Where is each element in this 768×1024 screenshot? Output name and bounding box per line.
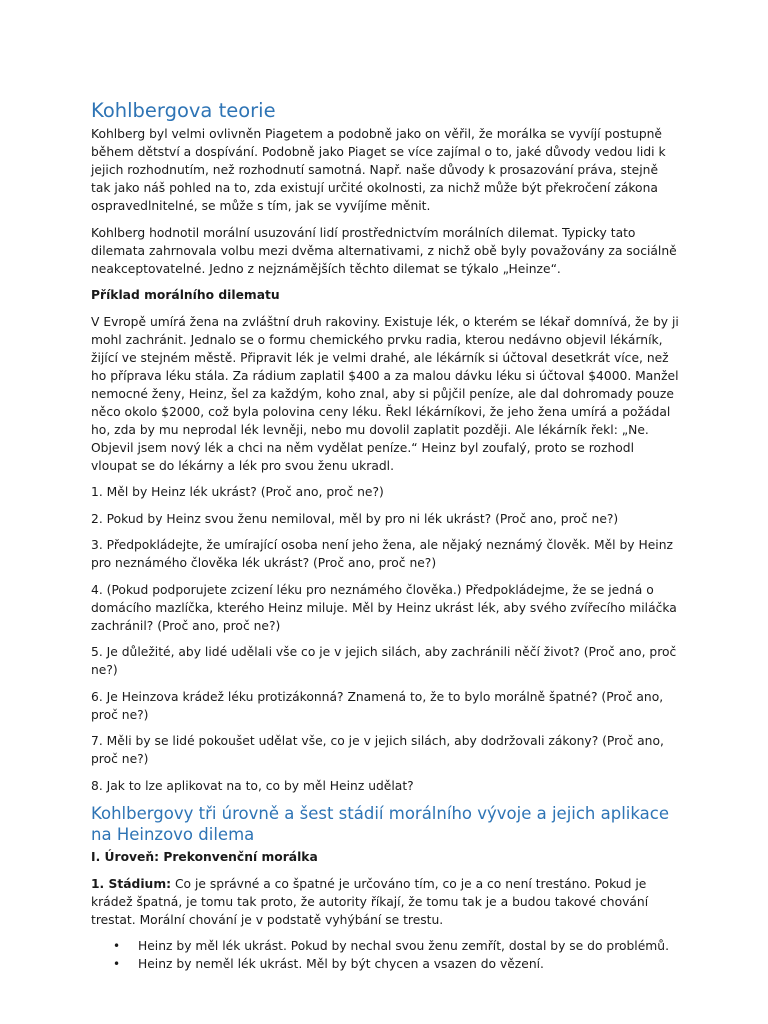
intro-paragraph: Kohlberg byl velmi ovlivněn Piagetem a podobně jako on věřil, že morálka se vyvíjí postupně během dětství a dospívání. Podobně jako Piaget se více zajímal o to, jaké důvody vedou lidi k jejich rozhodnutím, než rozhodnutí samotná. Např. naše důvody k prosazování práva, stejně tak jako náš pohled na to, zda existují určité okolnosti, za nichž může být překročení zákona ospravedlnitelné, se může s tím, jak se vyvíjíme měnit. bbox=[91, 127, 666, 213]
intro-paragraph: Kohlberg hodnotil morální usuzování lidí prostřednictvím morálních dilemat. Typicky tato dilemata zahrnovala volbu mezi dvěma alternativami, z nichž obě byly považovány za sociálně neakceptovatelné. Jedno z nejznámějších těchto dilemat se týkalo „Heinze“. bbox=[91, 225, 677, 276]
question-item: 4. (Pokud podporujete zcizení léku pro neznámého člověka.) Předpokládejme, že se jedná o domácího mazlíčka, kterého Heinz miluje. Měl by Heinz ukrást lék, aby svého zvířecího miláčka zachránil? (Proč ano, proč ne?) bbox=[91, 582, 677, 633]
dilemma-story: V Evropě umírá žena na zvláštní druh rakoviny. Existuje lék, o kterém se lékař domnívá, že by ji mohl zachránit. Jednalo se o formu chemického prvku radia, kterou nedávno objevil lékárník, žijící ve stejném městě. Připravit lék je velmi drahé, ale lékárník si účtoval desetkrát více, než ho příprava léku stála. Za rádium zaplatil $400 a za malou dávku léku si účtoval $4000. Manžel nemocné ženy, Heinz, šel za každým, koho znal, aby si půjčil peníze, ale dal dohromady pouze něco okolo $2000, což byla polovina ceny léku. Řekl lékárníkovi, že jeho žena umírá a požádal ho, zda by mu neprodal lék levněji, nebo mu dovolil zaplatit později. Ale lékárník řekl: „Ne. Objevil jsem nový lék a chci na něm vydělat peníze.“ Heinz byl zoufalý, proto se rozhodl vloupat se do lékárny a lék pro svou ženu ukradl. bbox=[91, 314, 679, 473]
bullet-list bbox=[91, 937, 681, 973]
stage-label: 1. Stádium: bbox=[91, 876, 172, 891]
section-heading: Kohlbergovy tři úrovně a šest stádií morálního vývoje a jejich aplikace na Heinzovo dilema bbox=[91, 804, 669, 844]
list-item-text: Heinz by neměl lék ukrást. Měl by být chycen a vsazen do vězení. bbox=[138, 957, 544, 971]
document-body bbox=[91, 98, 681, 973]
example-heading: Příklad morálního dilematu bbox=[91, 288, 280, 302]
document-title: Kohlbergova teorie bbox=[91, 99, 276, 122]
bullet-icon: • bbox=[113, 939, 121, 953]
list-item bbox=[91, 937, 681, 955]
question-item: 8. Jak to lze aplikovat na to, co by měl Heinz udělat? bbox=[91, 778, 414, 793]
stage-text: Co je správné a co špatné je určováno tím, co je a co není trestáno. Pokud je krádež špatná, je tomu tak proto, že autority říkají, že tomu tak je a budou takové chování trestat. Morální chování je v podstatě vyhýbání se trestu. bbox=[91, 876, 649, 927]
level-heading: I. Úroveň: Prekonvenční morálka bbox=[91, 850, 318, 864]
list-item bbox=[91, 955, 681, 973]
question-item: 7. Měli by se lidé pokoušet udělat vše, co je v jejich silách, aby dodržovali zákony? (Proč ano, proč ne?) bbox=[91, 734, 664, 766]
question-item: 6. Je Heinzova krádež léku protizákonná? Znamená to, že to bylo morálně špatné? (Proč ano, proč ne?) bbox=[91, 689, 664, 722]
bullet-icon: • bbox=[113, 957, 121, 971]
stage-paragraph bbox=[91, 875, 681, 929]
question-item: 5. Je důležité, aby lidé udělali vše co je v jejich silách, aby zachránili něčí život? (Proč ano, proč ne?) bbox=[91, 645, 677, 677]
question-item: 3. Předpokládejte, že umírající osoba není jeho žena, ale nějaký neznámý člověk. Měl by Heinz pro neznámého člověka lék ukrást? (Proč ano, proč ne?) bbox=[91, 538, 673, 570]
list-item-text: Heinz by měl lék ukrást. Pokud by nechal svou ženu zemřít, dostal by se do problémů. bbox=[138, 939, 669, 953]
question-item: 2. Pokud by Heinz svou ženu nemiloval, měl by pro ni lék ukrást? (Proč ano, proč ne?) bbox=[91, 511, 619, 526]
question-item: 1. Měl by Heinz lék ukrást? (Proč ano, proč ne?) bbox=[91, 485, 384, 499]
